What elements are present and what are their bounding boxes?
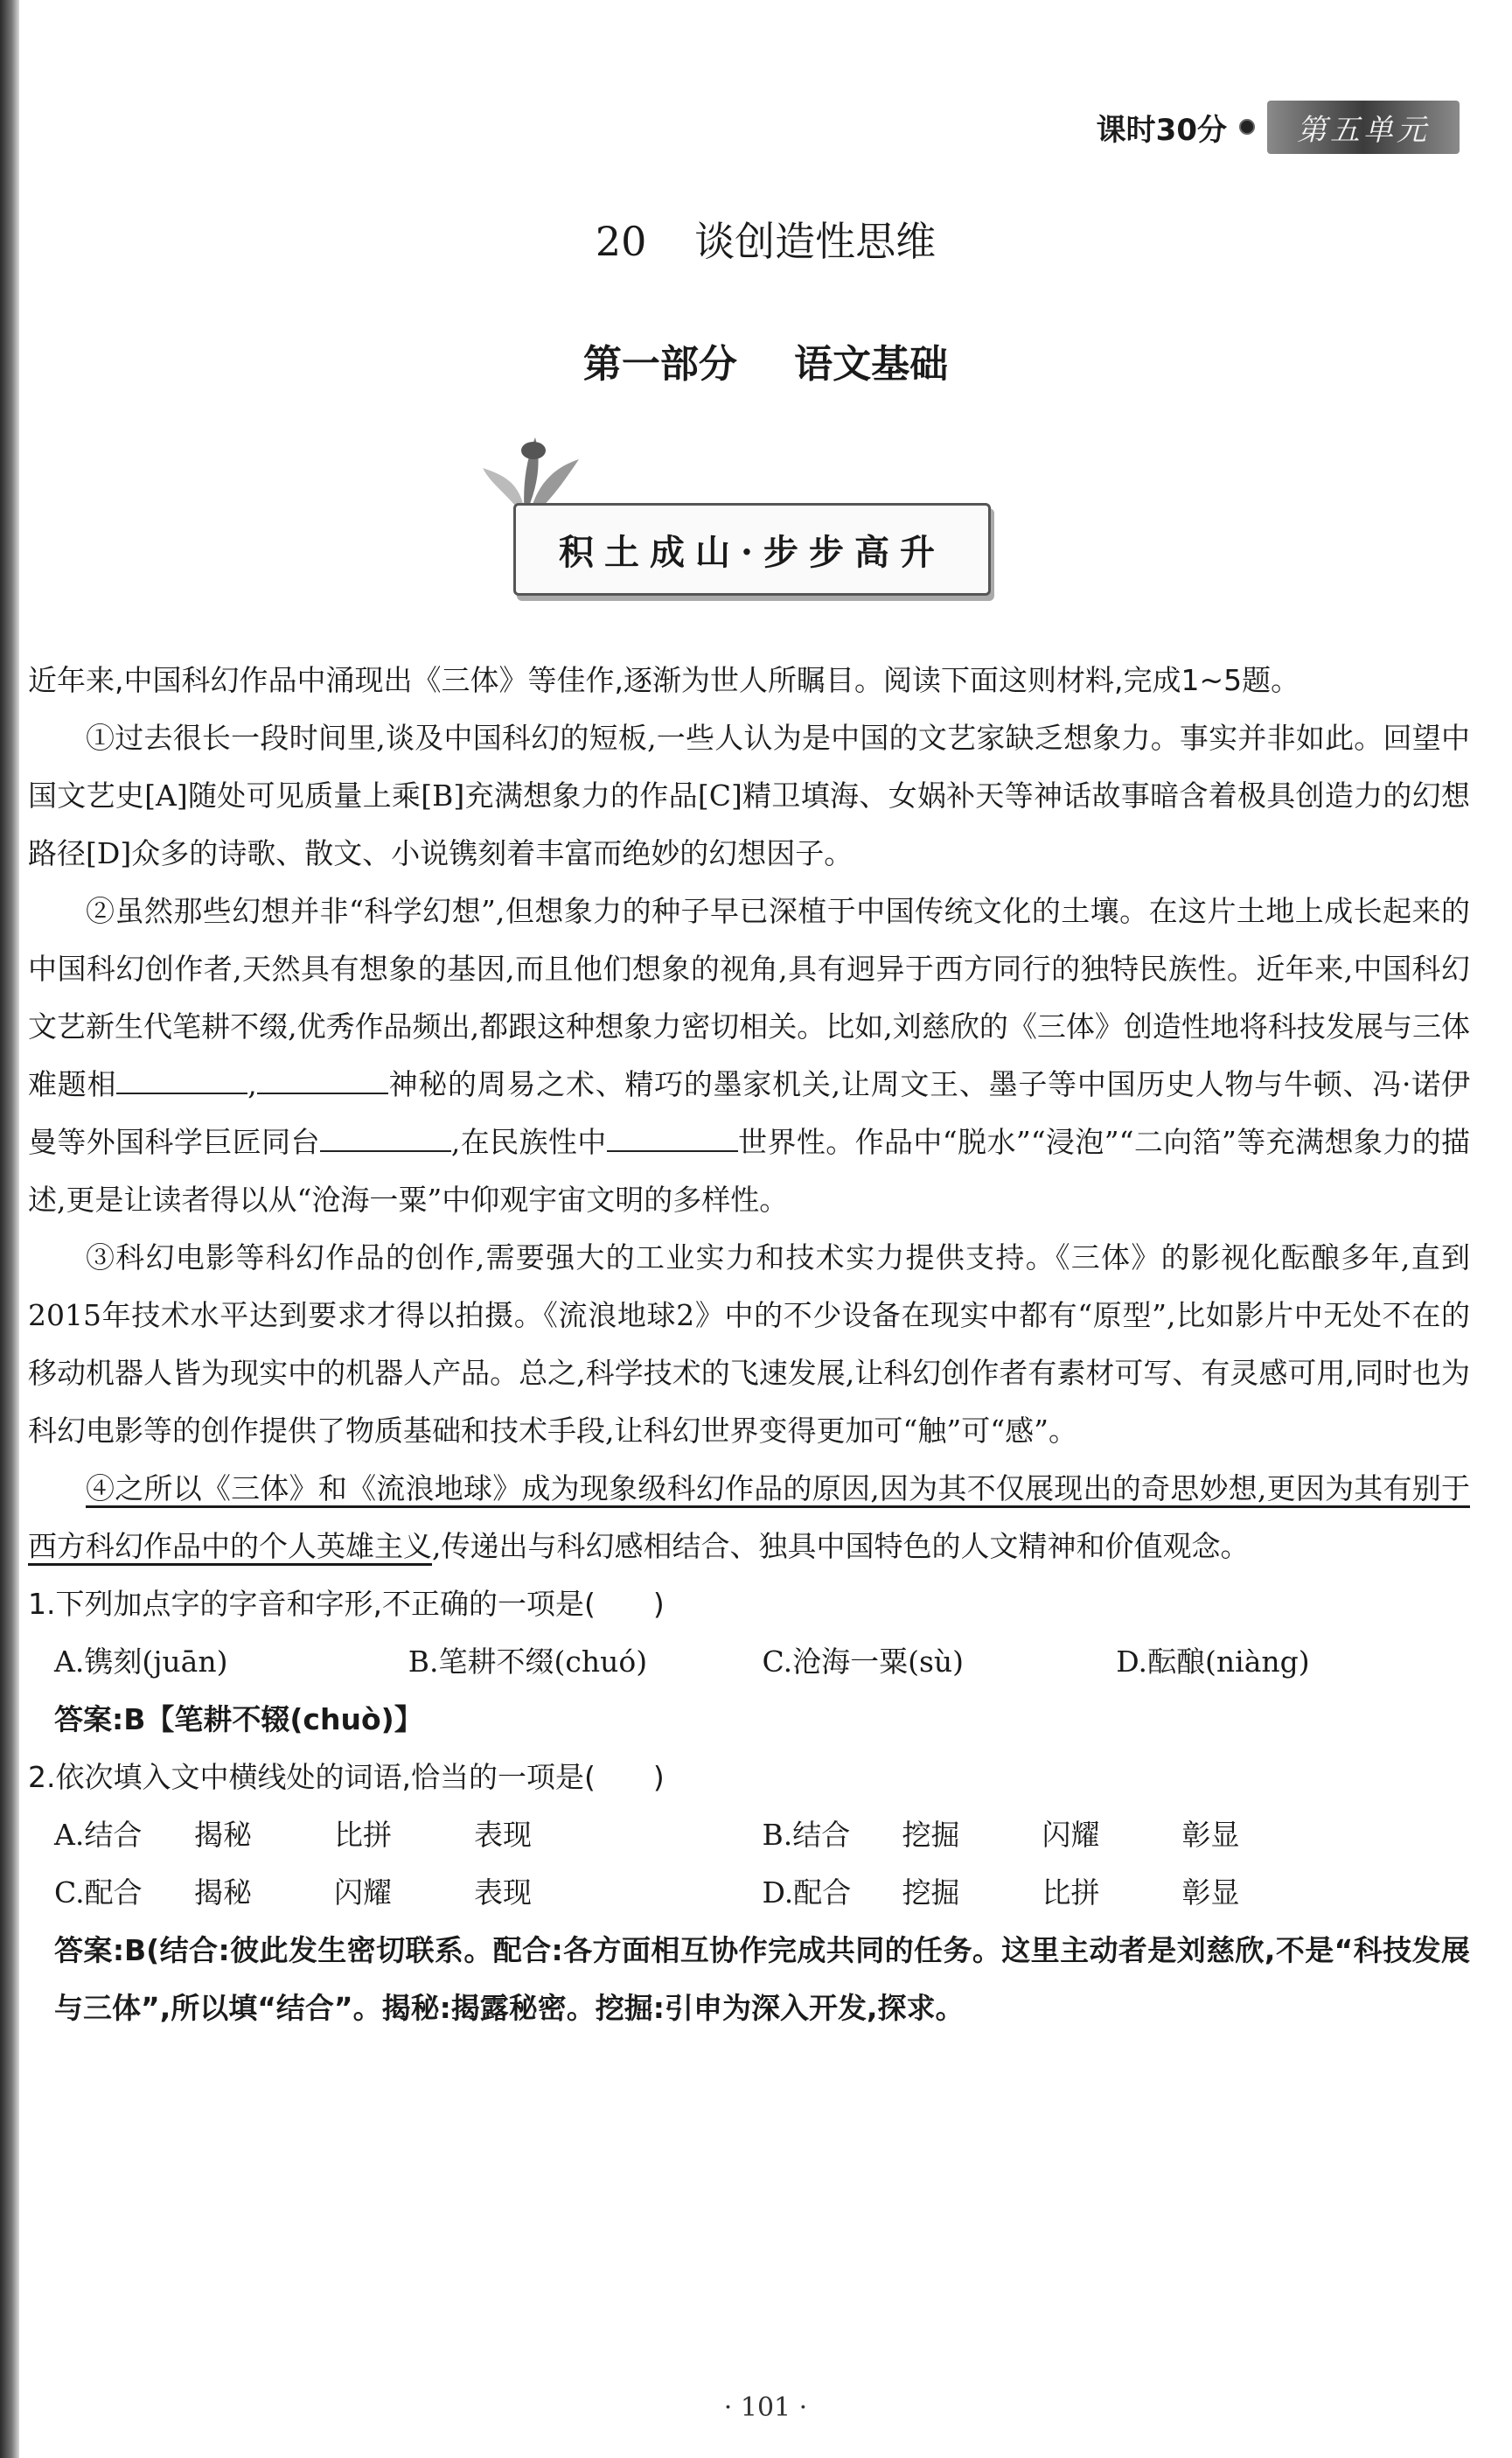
q1-option-b: B.笔耕不缀(chuó) [408, 1644, 648, 1679]
header-label: 课时30分 [1096, 112, 1227, 148]
q2-option-c [54, 1864, 763, 1922]
q1-option-d: D.酝酿(niàng) [1116, 1644, 1310, 1679]
textbook-page [19, 0, 1512, 2458]
paragraph-1: ①过去很长一段时间里,谈及中国科幻的短板,一些人认为是中国的文艺家缺乏想象力。事实并非如此。回望中国文艺史[A]随处可见质量上乘[B]充满想象力的作品[C]精卫填海、女娲补天等神话故事暗含着极具创造力的幻想路径[D]众多的诗歌、散文、小说镌刻着丰富而绝妙的幻想因子。 [28, 721, 1470, 870]
header-dot-icon [1239, 119, 1255, 135]
q2-d-word-2: 挖掘 [902, 1875, 960, 1910]
fill-blank-3 [320, 1124, 451, 1152]
q2-b-word-4: 彰显 [1181, 1818, 1240, 1852]
paragraph-2-part-e: 世界性。作品中“脱水”“浸泡”“二向箔”等充满想象力的描述,更是让读者得以从“沧海一粟”中仰观宇宙文明的多样性。 [28, 1125, 1470, 1217]
paragraph-2-part-a: ②虽然那些幻想并非“科学幻想”,但想象力的种子早已深植于中国传统文化的土壤。在这片土地上成长起来的中国科幻创作者,天然具有想象的基因,而且他们想象的视角,具有迥异于西方同行的独特民族性。近年来,中国科幻文艺新生代笔耕不缀,优秀作品频出,都跟这种想象力密切相关。比如,刘慈欣的《三体》创造性地将科技发展与三体难题相 [28, 894, 1470, 1101]
question-2-answer: 答案:B(结合:彼此发生密切联系。配合:各方面相互协作完成共同的任务。这里主动者是刘慈欣,不是“科技发展与三体”,所以填“结合”。揭秘:揭露秘密。挖掘:引申为深入开发,探求。 [54, 1933, 1470, 2025]
q2-b-word-3: 闪耀 [1042, 1818, 1100, 1852]
q1-option-c: C.沧海一粟(sù) [762, 1644, 965, 1679]
page-number: · 101 · [723, 2392, 808, 2423]
paragraph-4-underlined: ④之所以《三体》和《流浪地球》成为现象级科幻作品的原因,因为其不仅展现出的奇思妙想,更因为其有别于西方科幻作品中的个人英雄主义 [28, 1471, 1470, 1563]
part-title [19, 332, 1512, 388]
paragraph-2-part-b: , [247, 1067, 257, 1101]
intro-text: 近年来,中国科幻作品中涌现出《三体》等佳作,逐渐为世人所瞩目。阅读下面这则材料,完成1~5题。 [28, 663, 1300, 697]
paragraph-2-part-c: 神秘的周易之术、精巧的墨家机关,让周文王、墨子等中国历史人物与牛顿、冯·诺伊曼等外国科学巨匠同台 [28, 1067, 1470, 1159]
question-1-options [28, 1633, 1470, 1691]
q2-option-a [54, 1806, 763, 1864]
question-2-options [28, 1806, 1470, 1922]
lesson-number: 20 [595, 218, 647, 265]
fill-blank-2 [257, 1066, 388, 1094]
q2-a-word-1: A.结合 [54, 1818, 143, 1852]
q2-d-word-4: 彰显 [1181, 1875, 1240, 1910]
paragraph-4-rest: ,传递出与科幻感相结合、独具中国特色的人文精神和价值观念。 [432, 1529, 1250, 1563]
fill-blank-4 [607, 1124, 738, 1152]
question-1-answer: 答案:B【笔耕不辍(chuò)】 [54, 1702, 423, 1736]
question-1-stem: 1.下列加点字的字音和字形,不正确的一项是( ) [28, 1587, 665, 1621]
part-title-right: 语文基础 [794, 342, 949, 387]
q2-a-word-2: 揭秘 [194, 1818, 252, 1852]
q2-b-word-2: 挖掘 [902, 1818, 960, 1852]
q2-c-word-1: C.配合 [54, 1875, 143, 1910]
lesson-title [19, 210, 1512, 268]
fill-blank-1 [116, 1066, 247, 1094]
q2-d-word-1: D.配合 [762, 1875, 852, 1910]
paragraph-2-part-d: ,在民族性中 [450, 1125, 607, 1159]
q2-a-word-3: 比拼 [334, 1818, 392, 1852]
lesson-title-text: 谈创造性思维 [694, 218, 937, 265]
paragraph-2 [28, 883, 1470, 1229]
question-2-stem: 2.依次填入文中横线处的词语,恰当的一项是( ) [28, 1760, 665, 1794]
q1-option-a: A.镌刻(juān) [54, 1644, 228, 1679]
section-banner: 积土成山·步步高升 [513, 503, 991, 596]
q2-c-word-2: 揭秘 [194, 1875, 252, 1910]
q2-option-d [763, 1864, 1471, 1922]
q2-d-word-3: 比拼 [1042, 1875, 1100, 1910]
unit-badge: 第五单元 [1267, 101, 1460, 154]
q2-c-word-4: 表现 [474, 1875, 532, 1910]
paragraph-4 [28, 1460, 1470, 1575]
page-header [1097, 96, 1460, 157]
q2-b-word-1: B.结合 [762, 1818, 851, 1852]
q2-c-word-3: 闪耀 [334, 1875, 392, 1910]
main-content [28, 652, 1470, 2037]
part-title-left: 第一部分 [582, 342, 737, 387]
book-spine-shadow [0, 0, 19, 2458]
paragraph-3: ③科幻电影等科幻作品的创作,需要强大的工业实力和技术实力提供支持。《三体》的影视化酝酿多年,直到2015年技术水平达到要求才得以拍摄。《流浪地球2》中的不少设备在现实中都有“原型”,比如影片中无处不在的移动机器人皆为现实中的机器人产品。总之,科学技术的飞速发展,让科幻创作者有素材可写、有灵感可用,同时也为科幻电影等的创作提供了物质基础和技术手段,让科幻世界变得更加可“触”可“感”。 [28, 1240, 1470, 1448]
q2-a-word-4: 表现 [474, 1818, 532, 1852]
q2-option-b [763, 1806, 1471, 1864]
